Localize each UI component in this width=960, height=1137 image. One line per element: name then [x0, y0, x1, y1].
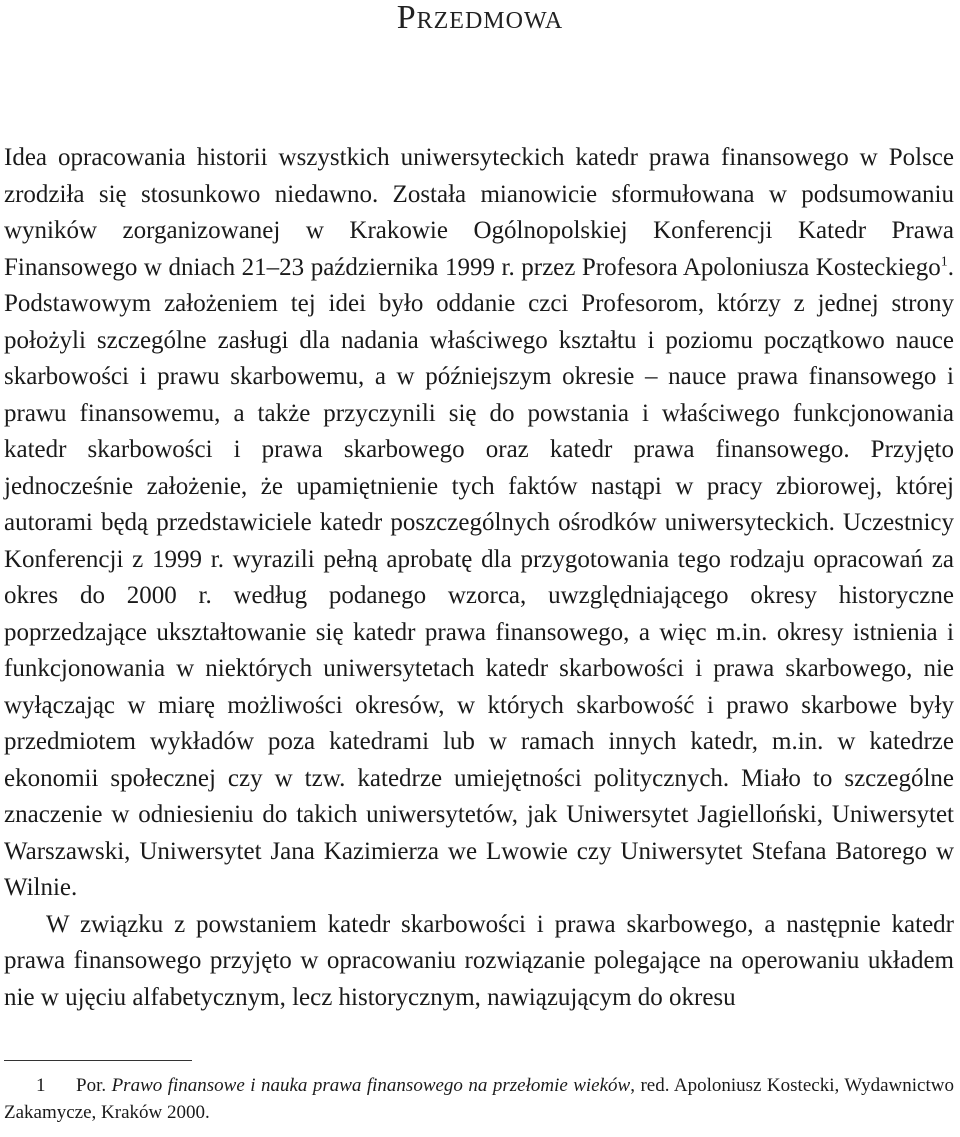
footnote	[4, 1072, 954, 1126]
footnote-reference[interactable]: 1	[940, 254, 948, 270]
paragraph-1-text-continued: . Podstawowym założeniem tej idei było oddanie czci Profesorom, którzy z jednej strony położyli szczególne zasługi dla nadania właściwego kształtu i poziomu początkowo nauce skarbowości i prawu skarbowemu, a w późniejszym okresie – nauce prawa finansowego i prawu finansowemu, a także przyczynili się do powstania i właściwego funkcjonowania katedr skarbowości i prawa skarbowego oraz katedr prawa finansowego. Przyjęto jednocześnie założenie, że upamiętnienie tych faktów nastąpi w pracy zbiorowej, której autorami będą przedstawiciele katedr poszczególnych ośrodków uniwersyteckich. Uczestnicy Konferencji z 1999 r. wyrazili pełną aprobatę dla przygotowania tego rodzaju opracowań za okres do 2000 r. według podanego wzorca, uwzględniającego okresy historyczne poprzedzające ukształtowanie się katedr prawa finansowego, a więc m.in. okresy istnienia i funkcjonowania w niektórych uniwersytetach katedr skarbowości i prawa skarbowego, nie wyłączając w miarę możliwości okresów, w których skarbowość i prawo skarbowe były przedmiotem wykładów poza katedrami lub w ramach innych katedr, m.in. w katedrze ekonomii społecznej czy w tzw. katedrze umiejętności politycznych. Miało to szczególne znaczenie w odniesieniu do takich uniwersytetów, jak Uniwersytet Jagielloński, Uniwersytet Warszawski, Uniwersytet Jana Kazimierza we Lwowie czy Uniwersytet Stefana Batorego w Wilnie.	[4, 253, 954, 901]
footnote-cited-title: Prawo finansowe i nauka prawa finansowego na przełomie wieków	[111, 1075, 631, 1096]
paragraph-2: W związku z powstaniem katedr skarbowości i prawa skarbowego, a następnie katedr prawa finansowego przyjęto w opracowaniu rozwiązanie polegające na operowaniu układem nie w ujęciu alfabetycznym, lecz historycznym, nawiązującym do okresu	[4, 910, 954, 1011]
body-text	[4, 140, 954, 1016]
footnote-suffix: , red. Apoloniusz Kostecki, Wydawnictwo Zakamycze, Kraków 2000.	[4, 1075, 954, 1123]
footnote-number: 1	[36, 1075, 46, 1096]
footnote-divider	[4, 1060, 192, 1061]
paragraph-1	[4, 140, 954, 907]
paragraph-1-text: Idea opracowania historii wszystkich uniwersyteckich katedr prawa finansowego w Polsce zrodziła się stosunkowo niedawno. Została mianowicie sformułowana w podsumowaniu wyników zorganizowanej w Krakowie Ogólnopolskiej Konferencji Katedr Prawa Finansowego w dniach 21–23 października 1999 r. przez Profesora Apoloniusza Kosteckiego	[4, 144, 954, 281]
footnote-prefix: Por.	[76, 1075, 112, 1096]
chapter-title: Przedmowa	[396, 0, 564, 36]
